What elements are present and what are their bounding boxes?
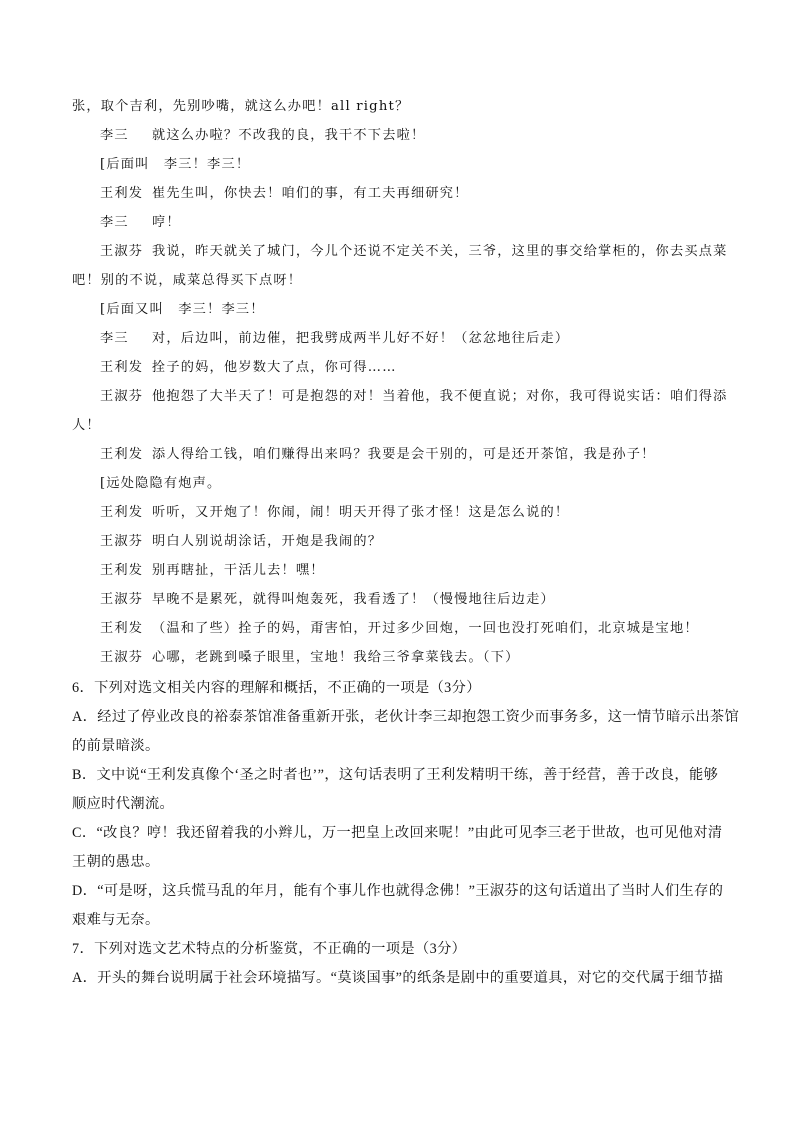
question-text-line: C．“改良？哼！我还留着我的小辫儿，万一把皇上改回来呢！”由此可见李三老于世故，也可见他对清 — [72, 825, 723, 841]
question-text-line: 7．下列对选文艺术特点的分析鉴赏，不正确的一项是（3分） — [72, 941, 467, 957]
dialog-text: 早晚不是累死，就得叫炮轰死，我看透了！（慢慢地往后边走） — [152, 592, 555, 607]
stage-direction: [后面叫 李三！李三！ — [100, 157, 251, 172]
dialog-text: 别再瞎扯，干活儿去！嘿！ — [152, 563, 325, 578]
dialog-text: 他抱怨了大半天了！可是抱怨的对！当着他，我不便直说；对你，我可得说实话：咱们得添 — [152, 389, 728, 404]
speaker-name: 李三 — [100, 215, 129, 230]
dialog-line — [100, 126, 740, 146]
speaker-name: 王利发 — [100, 505, 144, 520]
speaker-name: 王淑芬 — [100, 244, 144, 259]
speaker-name: 王利发 — [100, 186, 144, 201]
speaker-name: 王淑芬 — [100, 389, 144, 404]
speaker-name: 李三 — [100, 331, 129, 346]
stage-direction: [远处隐隐有炮声。 — [100, 476, 222, 491]
dialog-line — [100, 503, 740, 523]
speaker-name: 王利发 — [100, 447, 144, 462]
stage-direction: [后面又叫 李三！李三！ — [100, 302, 265, 317]
question-text-line: A．经过了停业改良的裕泰茶馆准备重新开张，老伙计李三却抱怨工资少而事务多，这一情节暗示出茶馆 — [72, 709, 740, 725]
question-text-line: A．开头的舞台说明属于社会环境描写。“莫谈国事”的纸条是剧中的重要道具，对它的交代属于细节描 — [72, 970, 724, 986]
dialog-text: 明白人别说胡涂话，开炮是我闹的？ — [152, 534, 383, 549]
dialog-line — [100, 213, 740, 233]
dialog-line — [100, 445, 740, 465]
question-text-line: 6．下列对选文相关内容的理解和概括，不正确的一项是（3分） — [72, 680, 481, 696]
question-text-line: B．文中说“王利发真像个‘圣之时者也’”，这句话表明了王利发精明干练，善于经营，善于改良，能够 — [72, 767, 719, 783]
dialog-text: 听听，又开炮了！你闹，闹！明天开得了张才怪！这是怎么说的！ — [152, 505, 570, 520]
dialog-text: 对，后边叫，前边催，把我劈成两半儿好不好！（忿忿地往后走） — [152, 331, 570, 346]
question-text-line: 顺应时代潮流。 — [72, 796, 175, 812]
question-text-line: 王朝的愚忠。 — [72, 854, 160, 870]
dialog-line — [100, 329, 740, 349]
script-text-line: 张，取个吉利，先别吵嘴，就这么办吧！all right？ — [72, 99, 410, 114]
dialog-text: 拴子的妈，他岁数大了点，你可得…… — [152, 360, 397, 375]
script-text-line: 吧！别的不说，咸菜总得买下点呀！ — [72, 273, 303, 288]
dialog-line — [100, 590, 740, 610]
dialog-line — [100, 532, 740, 552]
dialog-text: 添人得给工钱，咱们赚得出来吗？我要是会干别的，可是还开茶馆，我是孙子！ — [152, 447, 656, 462]
dialog-line — [100, 561, 740, 581]
dialog-text: （温和了些）拴子的妈，甭害怕，开过多少回炮，一回也没打死咱们，北京城是宝地！ — [152, 621, 699, 636]
dialog-line — [100, 358, 740, 378]
speaker-name: 王淑芬 — [100, 534, 144, 549]
dialog-text: 哼！ — [152, 215, 181, 230]
dialog-text: 崔先生叫，你快去！咱们的事，有工夫再细研究！ — [152, 186, 469, 201]
dialog-line — [100, 387, 740, 407]
speaker-name: 王利发 — [100, 563, 144, 578]
dialog-line — [100, 242, 740, 262]
question-text-line: 的前景暗淡。 — [72, 738, 160, 754]
speaker-name: 王利发 — [100, 621, 144, 636]
speaker-name: 李三 — [100, 128, 129, 143]
script-text-line: 人！ — [72, 418, 101, 433]
question-text-line: 艰难与无奈。 — [72, 912, 160, 928]
speaker-name: 王淑芬 — [100, 592, 144, 607]
dialog-text: 就这么办啦？不改我的良，我干不下去啦！ — [152, 128, 426, 143]
speaker-name: 王淑芬 — [100, 650, 144, 665]
question-text-line: D．“可是呀，这兵慌马乱的年月，能有个事儿作也就得念佛！”王淑芬的这句话道出了当时人们生存的 — [72, 883, 724, 899]
speaker-name: 王利发 — [100, 360, 144, 375]
dialog-line — [100, 619, 740, 639]
dialog-text: 心哪，老跳到嗓子眼里，宝地！我给三爷拿菜钱去。（下） — [152, 650, 520, 665]
dialog-text: 我说，昨天就关了城门，今儿个还说不定关不关，三爷，这里的事交给掌柜的，你去买点菜 — [152, 244, 728, 259]
dialog-line — [100, 184, 740, 204]
dialog-line — [100, 648, 740, 668]
